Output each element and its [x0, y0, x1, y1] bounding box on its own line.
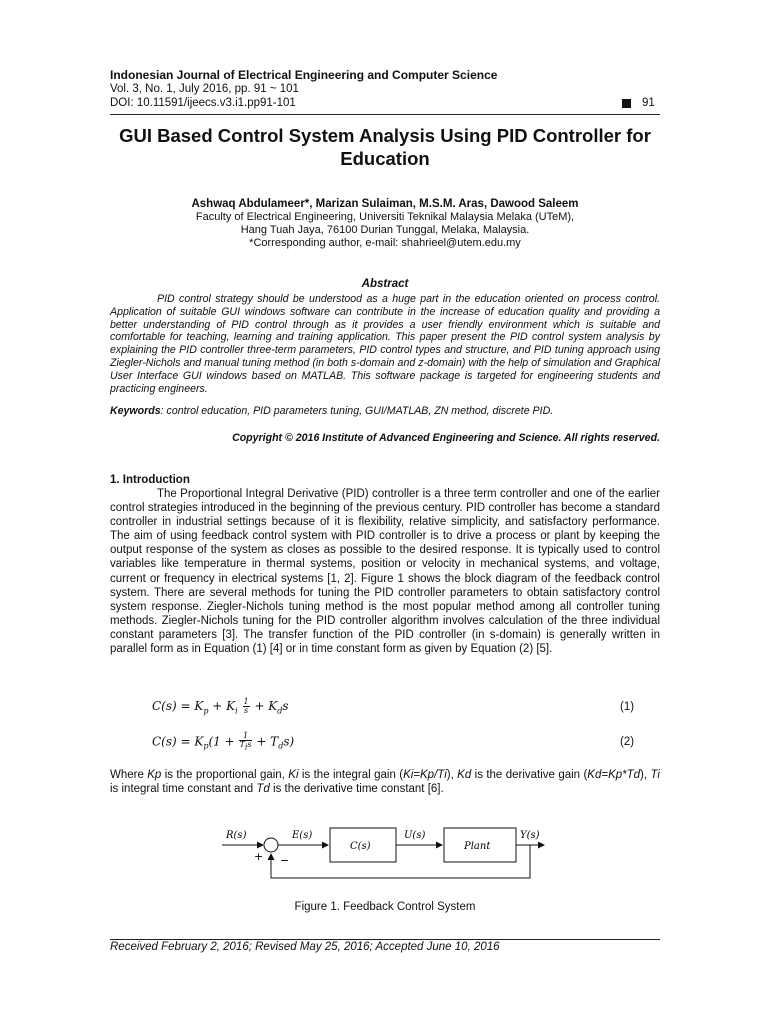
- paper-title: GUI Based Control System Analysis Using PID Controller for Education: [119, 125, 651, 169]
- figure-caption: Figure 1. Feedback Control System: [294, 901, 476, 913]
- affiliation-line-2: Hang Tuah Jaya, 76100 Durian Tunggal, Melaka, Malaysia.: [240, 224, 530, 236]
- keywords: [110, 405, 660, 418]
- volume-info: Vol. 3, No. 1, July 2016, pp. 91 ~ 101: [110, 83, 299, 95]
- doi: DOI: 10.11591/ijeecs.v3.i1.pp91-101: [110, 97, 296, 109]
- square-bullet-icon: [622, 99, 631, 108]
- footer-rule: [110, 939, 660, 940]
- authors: Ashwaq Abdulameer*, Marizan Sulaiman, M.S.M. Aras, Dawood Saleem: [191, 198, 579, 210]
- affiliation-line-1: Faculty of Electrical Engineering, Universiti Teknikal Malaysia Melaka (UTeM),: [195, 211, 575, 223]
- abstract-heading: Abstract: [361, 278, 409, 290]
- section-heading: 1. Introduction: [110, 474, 190, 486]
- equation-1: $C(s) = K_p + K_i$ $\frac{1}{s}$ + $K_ds$: [152, 697, 289, 716]
- summing-junction: [264, 838, 278, 852]
- journal-name: Indonesian Journal of Electrical Engineering and Computer Science: [110, 68, 498, 82]
- u-label: U(s): [404, 830, 426, 841]
- keywords-label: Keywords: [110, 405, 161, 417]
- plus-sign: +: [254, 850, 264, 863]
- keywords-text: : control education, PID parameters tuning, GUI/MATLAB, ZN method, discrete PID.: [160, 405, 554, 417]
- r-label: R(s): [226, 830, 247, 841]
- e-label: E(s): [292, 830, 313, 841]
- equation-2-number: (2): [620, 736, 635, 748]
- where-paragraph: Where Kp is the proportional gain, Ki is the integral gain (Ki=Kp/Ti), Kd is the derivative gain (Kd=Kp*Td), Ti is integral time constant and Td is the derivative time constant [6].: [110, 769, 660, 796]
- introduction-text: The Proportional Integral Derivative (PID) controller is a three term controller and one of the earlier control strategies introduced in the beginning of the previous century. PID controller has become a standard controller in industrial settings because of it is flexibility, relative simplicity, and satisfactory performance. The aim of using feedback control system with PID controller is to drive a process or plant by keeping the output response of the system as closes as possible to the desired response. It is typically used to control variables like temperature in thermal systems, position or velocity in mechanical systems, and voltage, current or frequency in electrical systems [1, 2]. Figure 1 shows the block diagram of the feedback control system. There are several methods for tuning the PID controller parameters to obtain satisfactory control system response. Ziegler-Nichols tuning method is the most popular method among all controller tuning methods. Ziegler-Nichols tuning for the PID controller algorithm involves calculation of the three individual constant parameters [3]. The transfer function of the PID controller (in s-domain) is generally written in parallel form as in Equation (1) [4] or in time constant form as given by Equation (2) [5].: [110, 488, 660, 656]
- plant-label: Plant: [464, 841, 491, 852]
- equation-2: $C(s) = K_p(1$ + $\frac{1}{T_is}$ + $T_ds$): [152, 731, 295, 752]
- header-rule: [110, 114, 660, 115]
- affiliation: [110, 211, 660, 250]
- block-diagram: [218, 818, 548, 886]
- corresponding-author: *Corresponding author, e-mail: shahrieel@utem.edu.my: [249, 237, 521, 249]
- abstract-text: PID control strategy should be understood as a huge part in the education oriented on process control. Application of suitable GUI windows software can contribute in the increase of education quality and providing a better understanding of PID control through as it provides a user friendly environment which is suitable and comfortable for teaching, learning and training application. This paper present the PID control system analysis by explaining the PID controller three-term parameters, PID control types and structure, and PID tuning approach using Ziegler-Nichols and manual tuning method (in both s-domain and z-domain) with the help of simulation and Graphical User Interface GUI windows based on MATLAB. This software package is targeted for engineering students and practicing engineers.: [110, 293, 660, 395]
- received-dates: Received February 2, 2016; Revised May 25, 2016; Accepted June 10, 2016: [110, 941, 500, 953]
- copyright: Copyright © 2016 Institute of Advanced Engineering and Science. All rights reserved.: [232, 432, 660, 444]
- equation-1-number: (1): [620, 701, 635, 713]
- controller-label: C(s): [350, 841, 371, 852]
- page-number: 91: [642, 97, 655, 109]
- y-label: Y(s): [520, 830, 540, 841]
- minus-sign: −: [280, 854, 290, 867]
